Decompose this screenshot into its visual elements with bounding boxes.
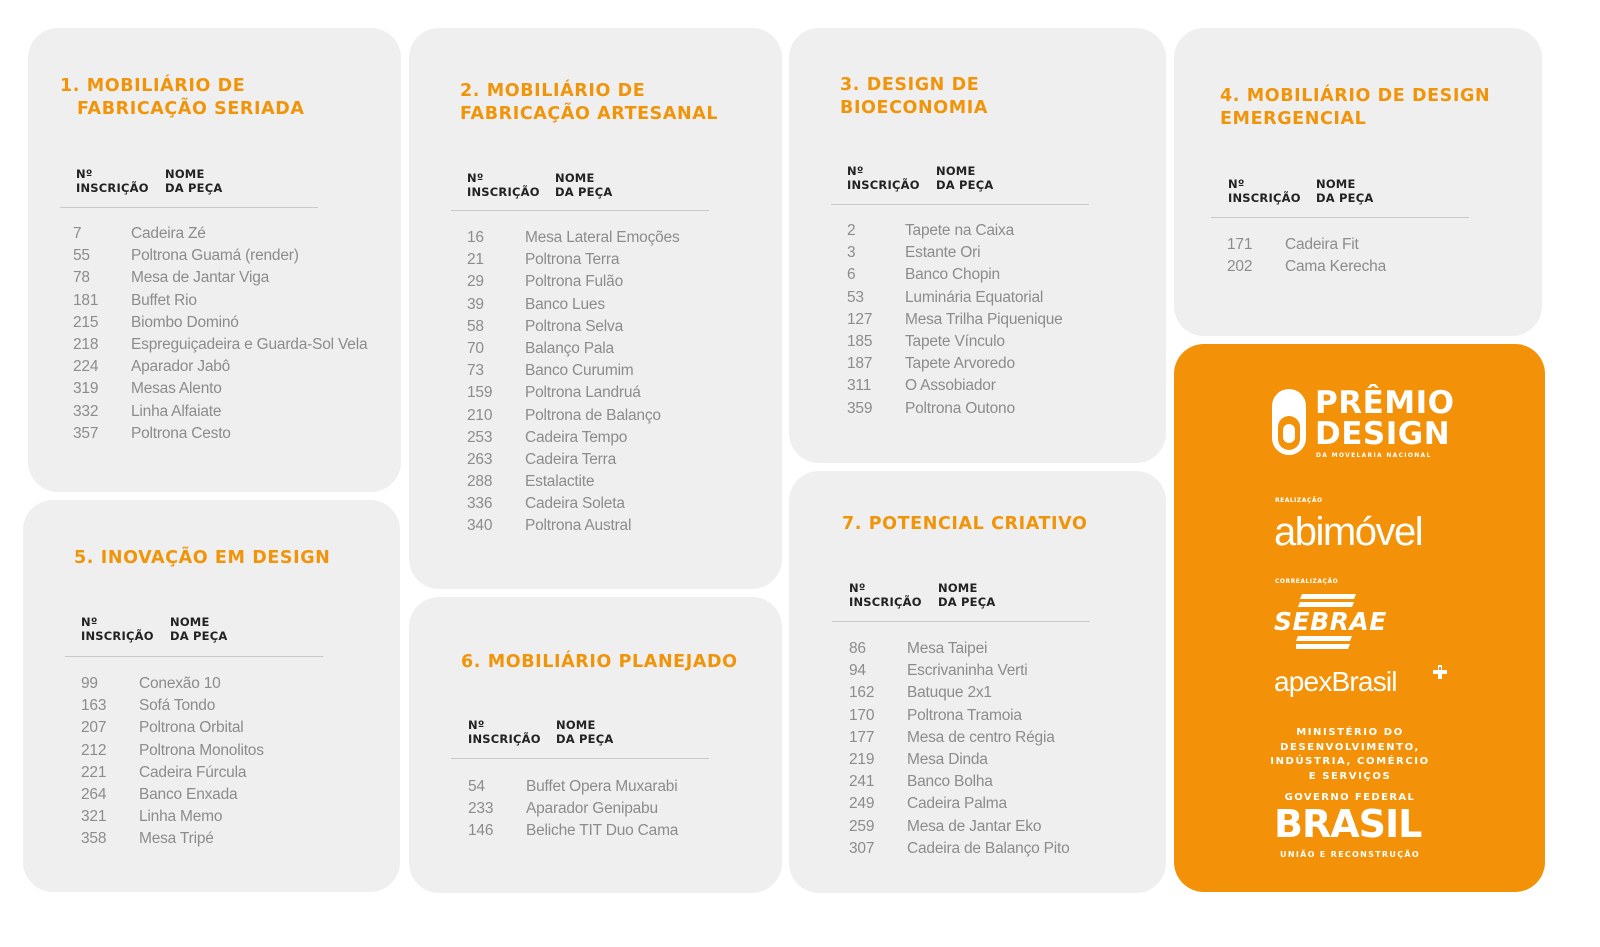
list-item bbox=[849, 727, 1070, 749]
list-item bbox=[81, 784, 264, 806]
category-card-1 bbox=[28, 28, 401, 492]
entry-list bbox=[1227, 234, 1386, 278]
list-item bbox=[73, 267, 367, 289]
category-title: 1. MOBILIÁRIO DE FABRICAÇÃO SERIADA bbox=[60, 76, 305, 119]
correalizacao-label: CORREALIZAÇÃO bbox=[1275, 578, 1339, 585]
category-title: 4. MOBILIÁRIO DE DESIGN EMERGENCIAL bbox=[1220, 86, 1491, 129]
entry-number: 221 bbox=[81, 763, 107, 781]
list-item bbox=[847, 331, 1063, 353]
column-header-name: NOME DA PEÇA bbox=[556, 718, 614, 746]
entry-number: 73 bbox=[467, 362, 484, 380]
apex-mark-icon bbox=[1432, 664, 1448, 680]
entry-name: Cadeira Palma bbox=[907, 795, 1007, 813]
entry-number: 6 bbox=[847, 266, 856, 284]
entry-name: Poltrona Fulão bbox=[525, 273, 624, 291]
entry-number: 94 bbox=[849, 662, 866, 680]
entry-name: Estalactite bbox=[525, 473, 595, 491]
column-header-number: Nº INSCRIÇÃO bbox=[81, 615, 154, 643]
list-item bbox=[81, 740, 264, 762]
list-item bbox=[849, 660, 1070, 682]
entry-name: Cadeira Zé bbox=[131, 225, 206, 242]
entry-name: Balanço Pala bbox=[525, 339, 614, 357]
entry-name: Linha Memo bbox=[139, 808, 223, 826]
entry-number: 7 bbox=[73, 225, 82, 242]
category-title: 3. DESIGN DE BIOECONOMIA bbox=[840, 75, 988, 118]
column-header-name: NOME DA PEÇA bbox=[1316, 177, 1374, 205]
category-card-7 bbox=[789, 471, 1166, 893]
list-item bbox=[73, 245, 367, 267]
entry-number: 177 bbox=[849, 728, 875, 746]
column-header-number: Nº INSCRIÇÃO bbox=[847, 164, 920, 192]
entry-number: 181 bbox=[73, 291, 99, 309]
entry-name: Mesa de Jantar Viga bbox=[131, 269, 270, 287]
entry-number: 264 bbox=[81, 785, 107, 803]
entry-number: 241 bbox=[849, 773, 875, 791]
column-header-number: Nº INSCRIÇÃO bbox=[76, 167, 149, 195]
list-item bbox=[73, 356, 367, 378]
header-divider bbox=[831, 204, 1089, 205]
entry-list bbox=[81, 673, 264, 851]
entry-number: 336 bbox=[467, 495, 493, 513]
entry-name: Mesa Dinda bbox=[907, 750, 988, 768]
apexbrasil-logo bbox=[1274, 664, 1454, 704]
list-item bbox=[468, 776, 678, 798]
list-item bbox=[467, 360, 680, 382]
list-item bbox=[81, 695, 264, 717]
entry-number: 127 bbox=[847, 310, 873, 328]
entry-name: Cadeira Fit bbox=[1285, 236, 1359, 253]
entry-name: Poltrona Tramoia bbox=[907, 706, 1022, 724]
entry-list bbox=[73, 223, 367, 445]
column-header-name: NOME DA PEÇA bbox=[170, 615, 228, 643]
category-card-3 bbox=[789, 28, 1166, 463]
column-header-name: NOME DA PEÇA bbox=[938, 581, 996, 609]
uniao-reconstrucao-label: UNIÃO E RECONSTRUÇÃO bbox=[1280, 850, 1420, 859]
entry-number: 319 bbox=[73, 380, 99, 398]
list-item bbox=[467, 515, 680, 537]
entry-number: 307 bbox=[849, 839, 875, 857]
entry-name: Banco Lues bbox=[525, 295, 605, 313]
list-item bbox=[81, 762, 264, 784]
entry-name: Mesa de centro Régia bbox=[907, 728, 1055, 746]
list-item bbox=[81, 717, 264, 739]
entry-name: Cadeira de Balanço Pito bbox=[907, 839, 1070, 857]
entry-name: Tapete Vínculo bbox=[905, 332, 1005, 350]
list-item bbox=[849, 816, 1070, 838]
entry-name: Mesa Lateral Emoções bbox=[525, 229, 680, 246]
header-divider bbox=[832, 621, 1090, 622]
sponsors-panel bbox=[1174, 344, 1545, 892]
list-item bbox=[73, 423, 367, 445]
entry-name: Aparador Genipabu bbox=[526, 800, 658, 818]
category-title: 5. INOVAÇÃO EM DESIGN bbox=[74, 548, 331, 568]
governo-federal-label: GOVERNO FEDERAL bbox=[1284, 792, 1416, 803]
entry-name: O Assobiador bbox=[905, 377, 996, 395]
list-item bbox=[73, 401, 367, 423]
entry-number: 224 bbox=[73, 358, 99, 376]
entry-name: Espreguiçadeira e Guarda-Sol Vela bbox=[131, 335, 368, 353]
entry-number: 358 bbox=[81, 830, 107, 848]
column-header-name: NOME DA PEÇA bbox=[555, 171, 613, 199]
column-header-number: Nº INSCRIÇÃO bbox=[1228, 177, 1301, 205]
list-item bbox=[847, 264, 1063, 286]
column-header-name: NOME DA PEÇA bbox=[165, 167, 223, 195]
list-item bbox=[1227, 256, 1386, 278]
list-item bbox=[467, 449, 680, 471]
category-title: 2. MOBILIÁRIO DE FABRICAÇÃO ARTESANAL bbox=[460, 81, 719, 124]
list-item bbox=[467, 271, 680, 293]
entry-name: Cadeira Fúrcula bbox=[139, 763, 247, 781]
list-item bbox=[849, 838, 1070, 860]
entry-number: 58 bbox=[467, 317, 484, 335]
list-item bbox=[73, 378, 367, 400]
list-item bbox=[467, 493, 680, 515]
entry-number: 259 bbox=[849, 817, 875, 835]
entry-name: Poltrona Selva bbox=[525, 317, 624, 335]
list-item bbox=[849, 771, 1070, 793]
entry-number: 212 bbox=[81, 741, 107, 759]
column-header-number: Nº INSCRIÇÃO bbox=[849, 581, 922, 609]
list-item bbox=[468, 798, 678, 820]
list-item bbox=[468, 820, 678, 842]
entry-name: Poltrona Monolitos bbox=[139, 741, 264, 759]
list-item bbox=[467, 338, 680, 360]
entry-list bbox=[467, 227, 680, 538]
realizacao-label: REALIZAÇÃO bbox=[1275, 497, 1323, 504]
header-divider bbox=[451, 758, 709, 759]
list-item bbox=[847, 220, 1063, 242]
category-card-5 bbox=[23, 500, 400, 892]
premio-line2: DESIGN bbox=[1315, 416, 1451, 452]
entry-number: 359 bbox=[847, 399, 873, 417]
list-item bbox=[847, 287, 1063, 309]
list-item bbox=[467, 249, 680, 271]
entry-number: 16 bbox=[467, 229, 484, 246]
list-item bbox=[81, 673, 264, 695]
entry-name: Tapete Arvoredo bbox=[905, 355, 1015, 373]
entry-name: Poltrona Orbital bbox=[139, 719, 244, 737]
ministerio-text: MINISTÉRIO DO DESENVOLVIMENTO, INDÚSTRIA, COMÉRCIO E SERVIÇOS bbox=[1270, 727, 1430, 782]
entry-number: 55 bbox=[73, 247, 90, 265]
sebrae-logo bbox=[1274, 594, 1394, 650]
list-item bbox=[847, 398, 1063, 420]
column-header-name: NOME DA PEÇA bbox=[936, 164, 994, 192]
list-item bbox=[1227, 234, 1386, 256]
list-item bbox=[467, 382, 680, 404]
entry-name: Biombo Dominó bbox=[131, 313, 239, 331]
list-item bbox=[849, 793, 1070, 815]
entry-number: 263 bbox=[467, 450, 493, 468]
category-title: 7. POTENCIAL CRIATIVO bbox=[842, 514, 1088, 534]
premio-emblem-icon bbox=[1270, 387, 1308, 459]
category-card-6 bbox=[409, 597, 782, 893]
entry-number: 202 bbox=[1227, 258, 1253, 276]
list-item bbox=[467, 227, 680, 249]
entry-name: Tapete na Caixa bbox=[905, 222, 1015, 239]
entry-name: Poltrona Landruá bbox=[525, 384, 641, 402]
list-item bbox=[467, 294, 680, 316]
list-item bbox=[847, 242, 1063, 264]
entry-name: Buffet Rio bbox=[131, 291, 197, 309]
entry-number: 54 bbox=[468, 778, 485, 795]
list-item bbox=[467, 471, 680, 493]
list-item bbox=[73, 290, 367, 312]
list-item bbox=[849, 705, 1070, 727]
entry-name: Poltrona Terra bbox=[525, 251, 620, 269]
list-item bbox=[467, 316, 680, 338]
entry-name: Banco Enxada bbox=[139, 785, 238, 803]
abimovel-logo: abimóvel bbox=[1274, 510, 1423, 554]
entry-name: Beliche TIT Duo Cama bbox=[526, 822, 679, 840]
entry-name: Linha Alfaiate bbox=[131, 402, 222, 420]
entry-number: 311 bbox=[847, 377, 872, 395]
entry-name: Mesa Taipei bbox=[907, 640, 988, 657]
entry-list bbox=[847, 220, 1063, 420]
entry-number: 219 bbox=[849, 750, 875, 768]
entry-name: Batuque 2x1 bbox=[907, 684, 992, 702]
entry-number: 21 bbox=[467, 251, 484, 269]
list-item bbox=[81, 806, 264, 828]
entry-number: 357 bbox=[73, 424, 99, 442]
entry-number: 29 bbox=[467, 273, 484, 291]
entry-list bbox=[849, 638, 1070, 860]
entry-name: Banco Bolha bbox=[907, 773, 993, 791]
entry-number: 159 bbox=[467, 384, 493, 402]
category-card-2 bbox=[409, 28, 782, 589]
list-item bbox=[847, 309, 1063, 331]
header-divider bbox=[65, 656, 323, 657]
entry-name: Mesa de Jantar Eko bbox=[907, 817, 1042, 835]
entry-number: 253 bbox=[467, 428, 493, 446]
column-header-number: Nº INSCRIÇÃO bbox=[467, 171, 540, 199]
entry-number: 288 bbox=[467, 473, 493, 491]
entry-number: 70 bbox=[467, 339, 484, 357]
entry-number: 233 bbox=[468, 800, 494, 818]
entry-name: Cadeira Terra bbox=[525, 450, 617, 468]
list-item bbox=[73, 223, 367, 245]
header-divider bbox=[1211, 217, 1469, 218]
entry-number: 249 bbox=[849, 795, 875, 813]
entry-name: Mesa Tripé bbox=[139, 830, 214, 848]
entry-name: Poltrona de Balanço bbox=[525, 406, 661, 424]
list-item bbox=[73, 312, 367, 334]
entry-name: Luminária Equatorial bbox=[905, 288, 1044, 306]
entry-number: 185 bbox=[847, 332, 873, 350]
entry-number: 215 bbox=[73, 313, 99, 331]
category-card-4 bbox=[1174, 28, 1542, 336]
entry-number: 340 bbox=[467, 517, 493, 535]
entry-name: Cama Kerecha bbox=[1285, 258, 1386, 276]
list-item bbox=[847, 353, 1063, 375]
sebrae-text: SEBRAE bbox=[1274, 607, 1387, 636]
entry-name: Estante Ori bbox=[905, 244, 981, 262]
entry-name: Poltrona Austral bbox=[525, 517, 632, 535]
brasil-logo: BRASIL bbox=[1274, 802, 1422, 846]
entry-number: 171 bbox=[1227, 236, 1253, 253]
entry-number: 86 bbox=[849, 640, 866, 657]
entry-name: Buffet Opera Muxarabi bbox=[526, 778, 678, 795]
entry-number: 146 bbox=[468, 822, 494, 840]
entry-name: Sofá Tondo bbox=[139, 697, 216, 715]
list-item bbox=[81, 828, 264, 850]
entry-name: Poltrona Guamá (render) bbox=[131, 247, 299, 265]
entry-number: 321 bbox=[81, 808, 107, 826]
entry-name: Escrivaninha Verti bbox=[907, 662, 1028, 680]
header-divider bbox=[60, 207, 318, 208]
premio-line1: PRÊMIO bbox=[1315, 385, 1455, 421]
entry-number: 53 bbox=[847, 288, 864, 306]
entry-number: 332 bbox=[73, 402, 99, 420]
list-item bbox=[467, 427, 680, 449]
entry-number: 78 bbox=[73, 269, 90, 287]
entry-name: Poltrona Outono bbox=[905, 399, 1015, 417]
list-item bbox=[849, 638, 1070, 660]
entry-number: 162 bbox=[849, 684, 875, 702]
entry-number: 187 bbox=[847, 355, 873, 373]
list-item bbox=[849, 749, 1070, 771]
entry-number: 3 bbox=[847, 244, 856, 262]
entry-number: 170 bbox=[849, 706, 875, 724]
entry-number: 210 bbox=[467, 406, 493, 424]
list-item bbox=[847, 375, 1063, 397]
column-header-number: Nº INSCRIÇÃO bbox=[468, 718, 541, 746]
entry-number: 218 bbox=[73, 335, 99, 353]
entry-name: Banco Chopin bbox=[905, 266, 1000, 284]
category-title: 6. MOBILIÁRIO PLANEJADO bbox=[461, 652, 738, 672]
header-divider bbox=[451, 210, 709, 211]
entry-name: Conexão 10 bbox=[139, 675, 221, 692]
entry-name: Poltrona Cesto bbox=[131, 424, 231, 442]
entry-number: 99 bbox=[81, 675, 98, 692]
entry-number: 163 bbox=[81, 697, 107, 715]
premio-design-logo bbox=[1270, 387, 1460, 462]
list-item bbox=[73, 334, 367, 356]
list-item bbox=[849, 682, 1070, 704]
premio-tagline: DA MOVELARIA NACIONAL bbox=[1316, 452, 1432, 459]
list-item bbox=[467, 405, 680, 427]
entry-name: Banco Curumim bbox=[525, 362, 634, 380]
entry-name: Mesas Alento bbox=[131, 380, 222, 398]
apexbrasil-text: apexBrasil bbox=[1274, 666, 1397, 697]
entry-name: Aparador Jabô bbox=[131, 358, 231, 376]
entry-number: 2 bbox=[847, 222, 856, 239]
entry-name: Cadeira Soleta bbox=[525, 495, 625, 513]
entry-name: Mesa Trilha Piquenique bbox=[905, 310, 1063, 328]
entry-list bbox=[468, 776, 678, 843]
entry-number: 39 bbox=[467, 295, 484, 313]
entry-name: Cadeira Tempo bbox=[525, 428, 628, 446]
entry-number: 207 bbox=[81, 719, 107, 737]
